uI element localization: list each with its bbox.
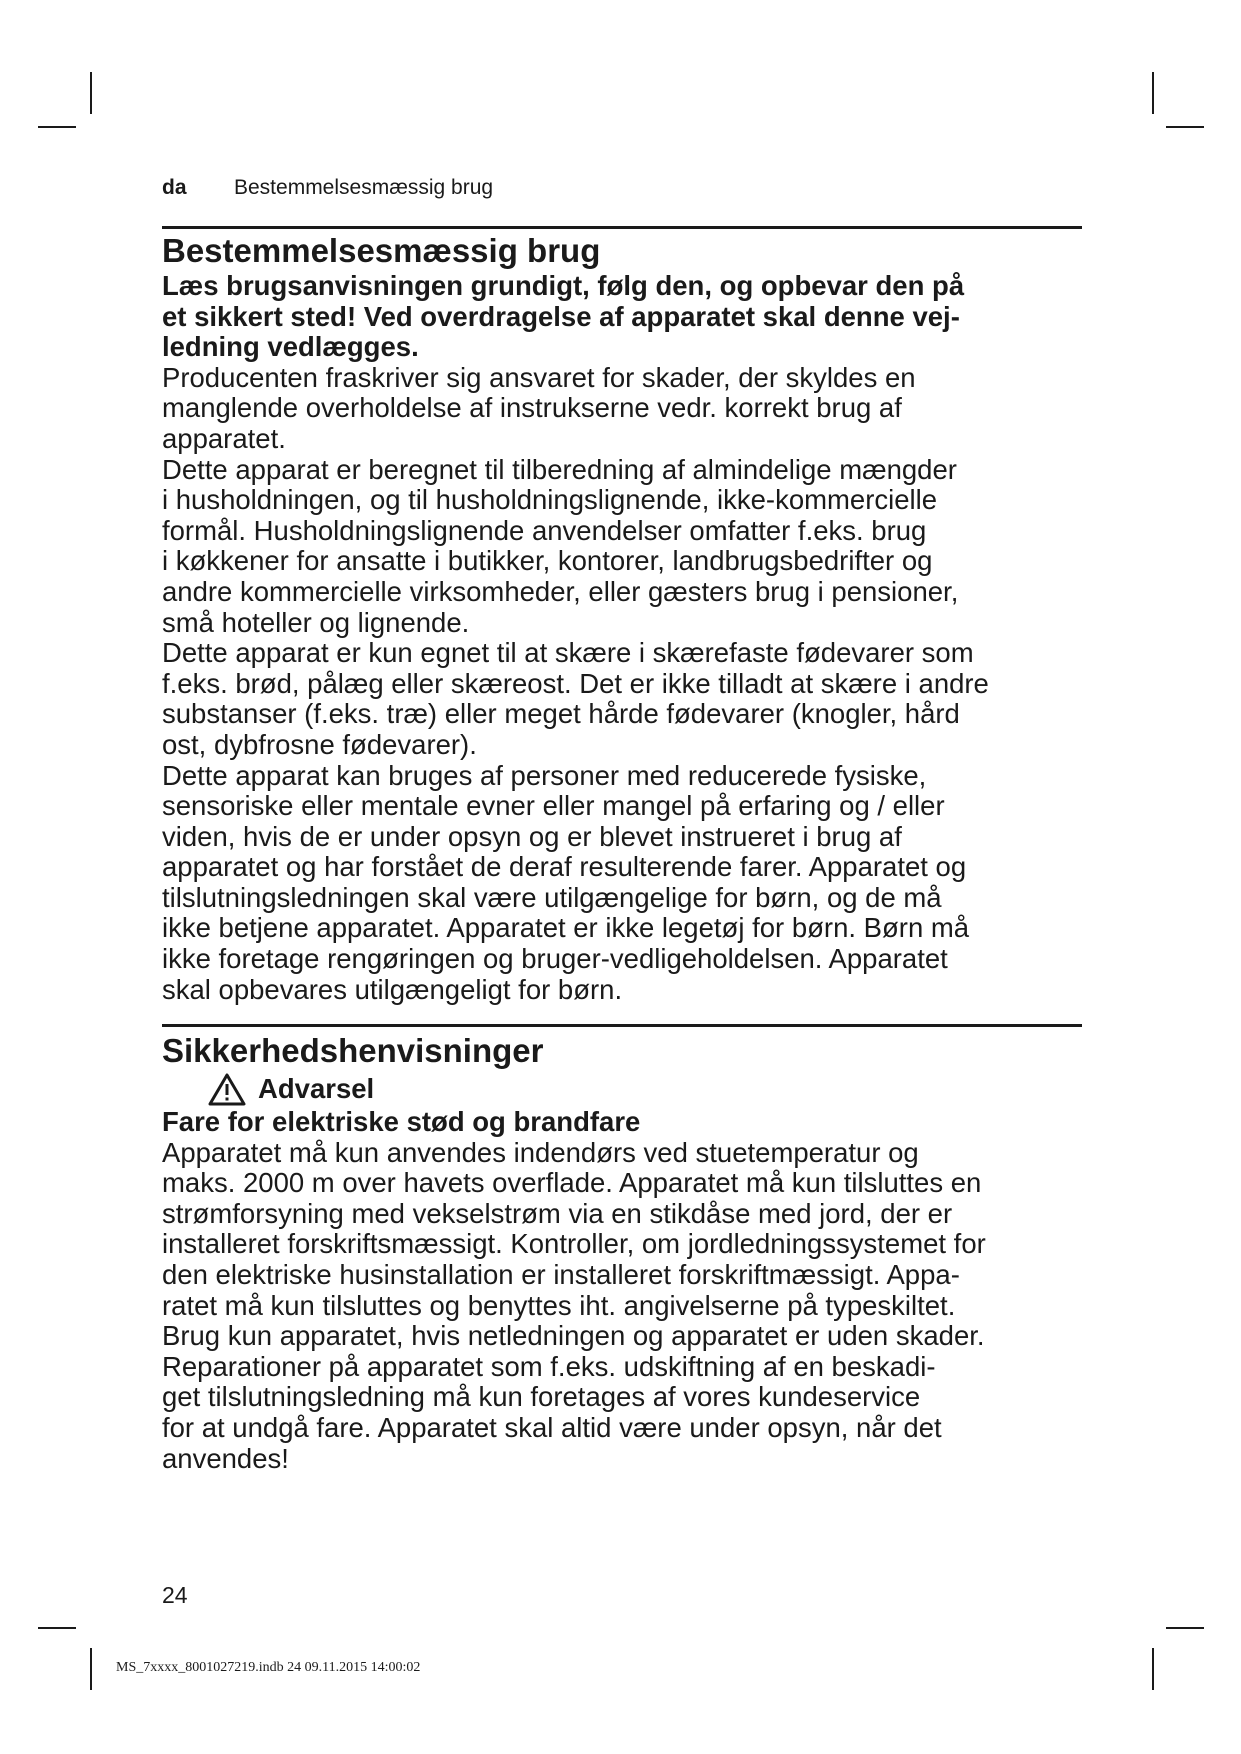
text-line: substanser (f.eks. træ) eller meget hårde fødevarer (knogler, hård [162, 698, 960, 730]
intro-bold [162, 271, 1082, 363]
crop-mark [90, 1648, 92, 1690]
text-line: Brug kun apparatet, hvis netledningen og apparatet er uden skader. [162, 1320, 985, 1352]
text-line: skal opbevares utilgængeligt for børn. [162, 973, 623, 1005]
text-line: for at undgå fare. Apparatet skal altid være under opsyn, når det [162, 1411, 942, 1443]
warning-label: Advarsel [258, 1072, 375, 1104]
crop-mark [1166, 126, 1204, 128]
text-line: ost, dybfrosne fødevarer). [162, 728, 477, 760]
language-code: da [162, 176, 187, 199]
text-line: installeret forskriftsmæssigt. Kontroller, om jordledningssystemet for [162, 1228, 986, 1260]
crop-mark [38, 126, 76, 128]
crop-mark [1152, 1648, 1154, 1690]
text-line: apparatet og har forstået de deraf resulterende farer. Apparatet og [162, 851, 967, 883]
text-line: formål. Husholdningslignende anvendelser omfatter f.eks. brug [162, 514, 927, 546]
warning-label-row [162, 1071, 1082, 1107]
crop-mark [38, 1627, 76, 1629]
text-line: Producenten fraskriver sig ansvaret for skader, der skyldes en [162, 361, 916, 393]
text-line: Læs brugsanvisningen grundigt, følg den, og opbevar den på [162, 270, 965, 301]
section-heading: Sikkerhedshenvisninger [162, 1032, 544, 1069]
text-line: get tilslutningsledning må kun foretages af vores kundeservice [162, 1381, 921, 1413]
text-line: et sikkert sted! Ved overdragelse af apparatet skal denne vej- [162, 300, 960, 332]
page-number: 24 [162, 1582, 188, 1608]
text-line: Apparatet må kun anvendes indendørs ved stuetemperatur og [162, 1136, 919, 1168]
section-divider [162, 226, 1082, 229]
text-line: i husholdningen, og til husholdningslignende, ikke-kommercielle [162, 484, 938, 516]
body-text [162, 1138, 1082, 1475]
section-safety [162, 1031, 1082, 1474]
text-line: strømforsyning med vekselstrøm via en stikdåse med jord, der er [162, 1197, 953, 1229]
text-line: viden, hvis de er under opsyn og er blevet instrueret i brug af [162, 820, 902, 852]
text-line: maks. 2000 m over havets overflade. Apparatet må kun tilsluttes en [162, 1167, 982, 1199]
section-intended-use [162, 231, 1082, 1005]
text-line: Reparationer på apparatet som f.eks. udskiftning af en beskadi- [162, 1350, 936, 1382]
text-line: sensoriske eller mentale evner eller mangel på erfaring og / eller [162, 790, 945, 822]
text-line: Dette apparat kan bruges af personer med reducerede fysiske, [162, 759, 927, 791]
header-title: Bestemmelsesmæssig brug [234, 176, 494, 199]
text-line: Dette apparat er kun egnet til at skære i skærefaste fødevarer som [162, 637, 974, 669]
crop-mark [1166, 1627, 1204, 1629]
hazard-title: Fare for elektriske stød og brandfare [162, 1106, 641, 1137]
body-text [162, 363, 1082, 1005]
text-line: anvendes! [162, 1442, 289, 1474]
section-heading: Bestemmelsesmæssig brug [162, 232, 601, 269]
running-header [162, 176, 493, 200]
warning-triangle-icon [208, 1073, 246, 1106]
crop-mark [90, 72, 92, 114]
text-line: i køkkener for ansatte i butikker, kontorer, landbrugsbedrifter og [162, 545, 933, 577]
text-line: ledning vedlægges. [162, 331, 419, 363]
text-line: små hoteller og lignende. [162, 606, 470, 638]
crop-mark [1152, 72, 1154, 114]
text-line: manglende overholdelse af instrukserne vedr. korrekt brug af [162, 392, 902, 424]
text-line: den elektriske husinstallation er installeret forskriftmæssigt. Appa- [162, 1258, 960, 1290]
text-line: Dette apparat er beregnet til tilberedning af almindelige mængder [162, 453, 957, 485]
section-divider [162, 1024, 1082, 1027]
text-line: ratet må kun tilsluttes og benyttes iht. angivelserne på typeskiltet. [162, 1289, 956, 1321]
text-line: ikke foretage rengøringen og bruger-vedligeholdelsen. Apparatet [162, 943, 948, 975]
text-line: f.eks. brød, pålæg eller skæreost. Det er ikke tilladt at skære i andre [162, 667, 989, 699]
text-line: ikke betjene apparatet. Apparatet er ikke legetøj for børn. Børn må [162, 912, 970, 944]
print-info: MS_7xxxx_8001027219.indb 24 09.11.2015 14:00:02 [116, 1660, 421, 1675]
text-line: andre kommercielle virksomheder, eller gæsters brug i pensioner, [162, 575, 959, 607]
text-line: tilslutningsledningen skal være utilgængelige for børn, og de må [162, 881, 942, 913]
text-line: apparatet. [162, 422, 286, 454]
